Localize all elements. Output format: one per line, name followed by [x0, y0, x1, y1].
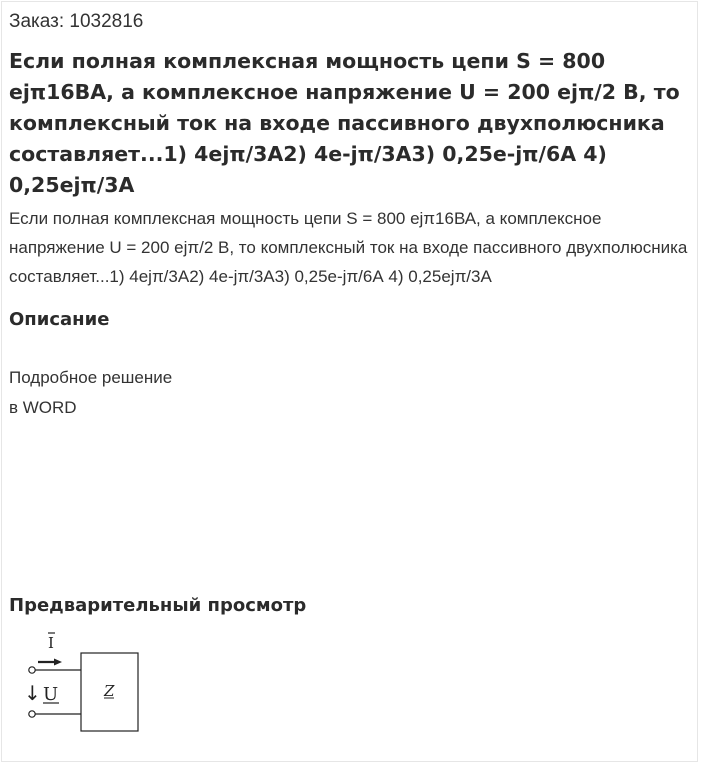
terminal-top — [29, 667, 35, 673]
page-title: Если полная комплексная мощность цепи S = 800 ejπ16ВА, а комплексное напряжение U = 200 ejπ/2 В, то комплексный ток на входе пассивного двухполюсника составляет...1) 4ejπ/3А2) 4e-jπ/3А3) 0,25e-jπ/6А 4) 0,25ejπ/3А — [9, 49, 680, 197]
problem-description: Если полная комплексная мощность цепи S = 800 ejπ16ВА, а комплексное напряжение U = 200 ejπ/2 В, то комплексный ток на входе пассивного двухполюсника составляет...1) 4ejπ/3А2) 4e-jπ/3А3) 0,25e-jπ/6А 4) 0,25ejπ/3А — [9, 209, 688, 286]
order-number: Заказ: 1032816 — [9, 11, 144, 32]
circuit-diagram — [22, 630, 152, 740]
current-label: I — [48, 634, 54, 652]
impedance-label: Z — [104, 682, 115, 700]
voltage-label: U — [43, 684, 59, 705]
terminal-bottom — [29, 711, 35, 717]
description-heading: Описание — [9, 309, 110, 330]
voltage-arrow-icon: ↓ — [24, 681, 41, 705]
current-arrow-head — [54, 659, 62, 666]
description-line: Подробное решение — [9, 368, 173, 387]
preview-image — [22, 630, 152, 740]
main-content — [9, 8, 691, 423]
description-body — [9, 363, 691, 423]
description-line: в WORD — [9, 398, 77, 417]
preview-heading: Предварительный просмотр — [9, 595, 307, 616]
